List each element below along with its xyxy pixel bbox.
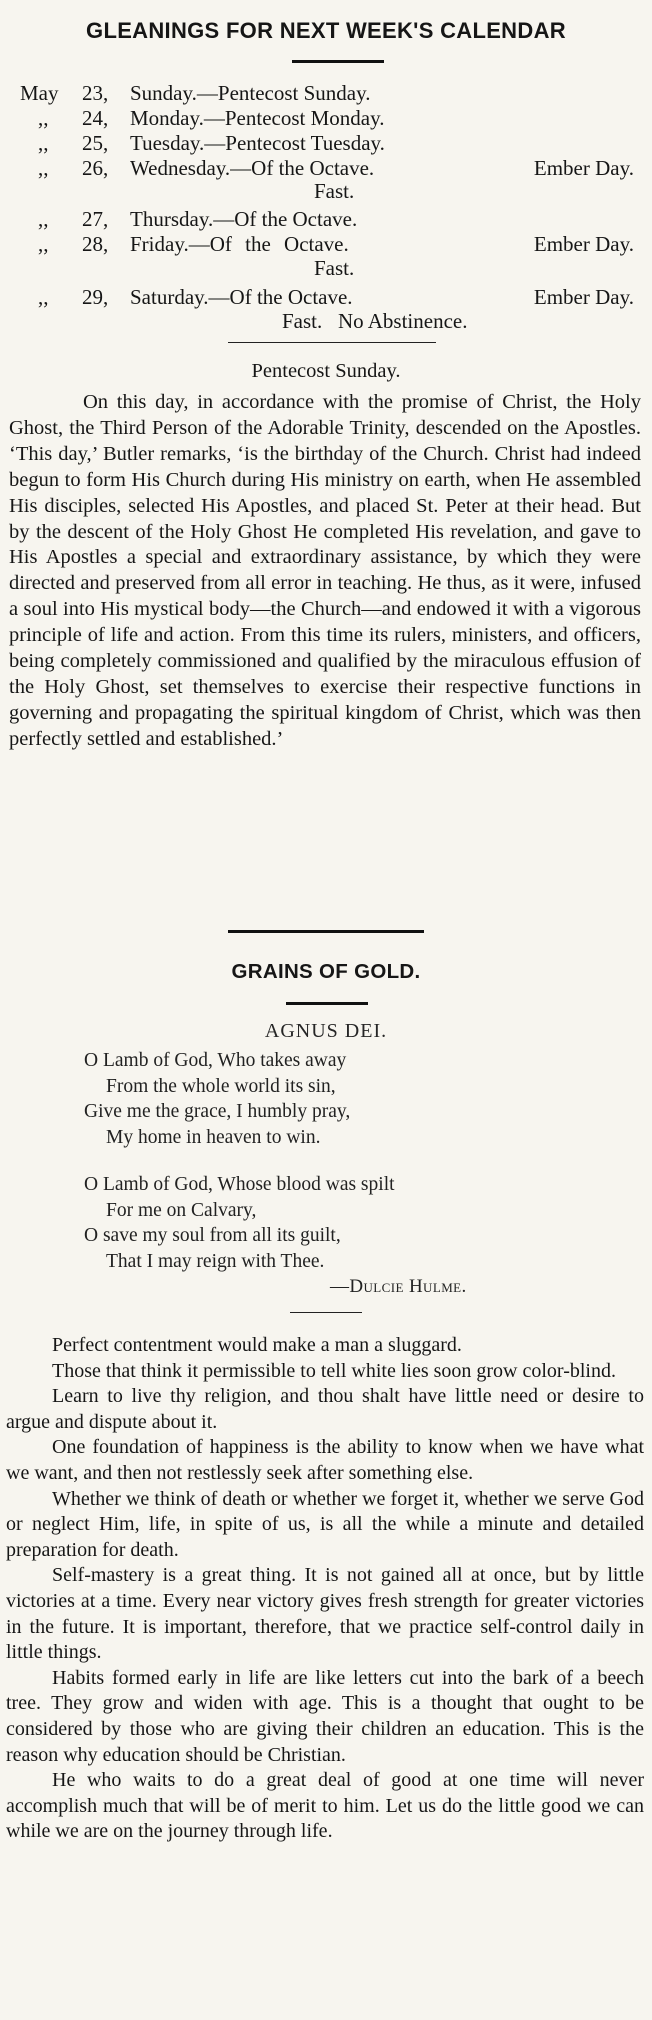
maxim-paragraph: Those that think it permissible to tell white lies soon grow color-blind. [52,1359,616,1382]
poem-line: For me on Calvary, [106,1199,257,1221]
calendar-entry [0,130,652,156]
calendar-entry [0,105,652,131]
ditto-mark: ,, [38,156,49,180]
maxim-paragraph: Habits formed early in life are like letters cut into the bark of a beech tree. They grow and widen with age. This is a thought that ought to be considered by those who are giving their children an education. This is the reason why education should be Christian. [6,1666,644,1766]
ditto-mark: ,, [38,285,49,309]
maxim-paragraph: Self-mastery is a great thing. It is not gained all at once, but by little victories at a time. Every near victory gives fresh strength for greater victories in the future. It is important, therefore, that we practice self-control daily in little things. [6,1564,644,1664]
calendar-sub: Fast. [314,179,355,203]
maxim-paragraph: He who waits to do a great deal of good at one time will never accomplish much that will be of merit to him. Let us do the little good we can while we are on the journey through life. [6,1769,644,1843]
calendar-desc: Saturday.—Of the Octave. [130,285,353,309]
poem-line: From the whole world its sin, [106,1075,336,1097]
poem-author: —Dulcie Hulme. [330,1276,467,1297]
ditto-mark: ,, [38,106,49,130]
calendar-entry [0,284,652,310]
calendar-note: Ember Day. [533,156,634,180]
calendar-sub: Fast. [314,256,355,280]
calendar-desc: Sunday.—Pentecost Sunday. [130,81,371,105]
calendar-note: Ember Day. [533,232,634,256]
maxim-paragraph: One foundation of happiness is the ability to know when we have what we want, and then not restlessly seek after something else. [6,1436,644,1484]
calendar-desc: Thursday.—Of the Octave. [130,207,358,231]
calendar-desc: Monday.—Pentecost Monday. [130,106,385,130]
maxim-paragraph: Perfect contentment would make a man a sluggard. [52,1334,462,1356]
calendar-day: 26, [82,156,109,180]
poem-line: O Lamb of God, Who takes away [84,1050,347,1071]
poem-line: Give me the grace, I humbly pray, [84,1101,351,1122]
calendar-sub: Fast. No Abstinence. [282,309,468,333]
section-divider [228,342,436,343]
section-divider [228,930,424,933]
poem-title: AGNUS DEI. [264,1020,388,1042]
calendar-day: 28, [82,232,109,256]
calendar-entry [0,231,652,257]
calendar-month: May [20,81,59,105]
grains-heading-rule [286,1002,368,1005]
calendar-day: 23, [82,81,109,105]
poem-stanza [84,1048,350,1150]
calendar-day: 24, [82,106,109,130]
poem-line: O save my soul from all its guilt, [84,1225,341,1246]
ditto-mark: ,, [38,207,49,231]
poem-line: My home in heaven to win. [106,1126,321,1148]
ditto-mark: ,, [38,232,49,256]
calendar-entry [0,206,652,232]
section-divider [290,1312,362,1313]
poem-stanza [84,1172,395,1274]
calendar-day: 27, [82,207,109,231]
poem-line: That I may reign with Thee. [106,1250,325,1272]
pentecost-title: Pentecost Sunday. [251,360,401,382]
ditto-mark: ,, [38,131,49,155]
calendar-desc: Tuesday.—Pentecost Tuesday. [130,131,385,155]
calendar-desc: Friday.—Of the Octave. [130,232,349,256]
calendar-day: 29, [82,285,109,309]
calendar-heading-rule [292,60,384,63]
maxim-paragraph: Learn to live thy religion, and thou shalt have little need or desire to argue and dispute about it. [6,1385,644,1433]
grains-heading: GRAINS OF GOLD. [231,960,421,983]
calendar-heading: GLEANINGS FOR NEXT WEEK'S CALENDAR [86,18,566,43]
calendar-desc: Wednesday.—Of the Octave. [130,156,375,180]
pentecost-paragraph: On this day, in accordance with the promise of Christ, the Holy Ghost, the Third Person of the Adorable Trinity, descended on the Apostles. ‘This day,’ Butler remarks, ‘is the birthday of the Church. Christ had indeed begun to form His Church during His ministry on earth, when He assembled His disciples, selected His Apostles, and placed St. Peter at their head. But by the descent of the Holy Ghost He completed His revelation, and gave to His Apostles a special and extraordinary assistance, by which they were directed and preserved from all error in teaching. He thus, as it were, infused a soul into His mystical body—the Church—and endowed it with a vigorous principle of life and action. From this time its rulers, ministers, and officers, being completely commissioned and qualified by the miraculous effusion of the Holy Ghost, set themselves to exercise their respective functions in governing and propagating the spiritual kingdom of Christ, which was then perfectly settled and established.’ [9,391,641,750]
maxims-block [6,1333,644,1845]
maxim-paragraph: Whether we think of death or whether we forget it, whether we serve God or neglect Him, life, in spite of us, is all the while a minute and detailed preparation for death. [6,1487,644,1561]
calendar-entry [0,80,652,106]
calendar-day: 25, [82,131,109,155]
poem-line: O Lamb of God, Whose blood was spilt [84,1174,395,1195]
calendar-note: Ember Day. [533,285,634,309]
